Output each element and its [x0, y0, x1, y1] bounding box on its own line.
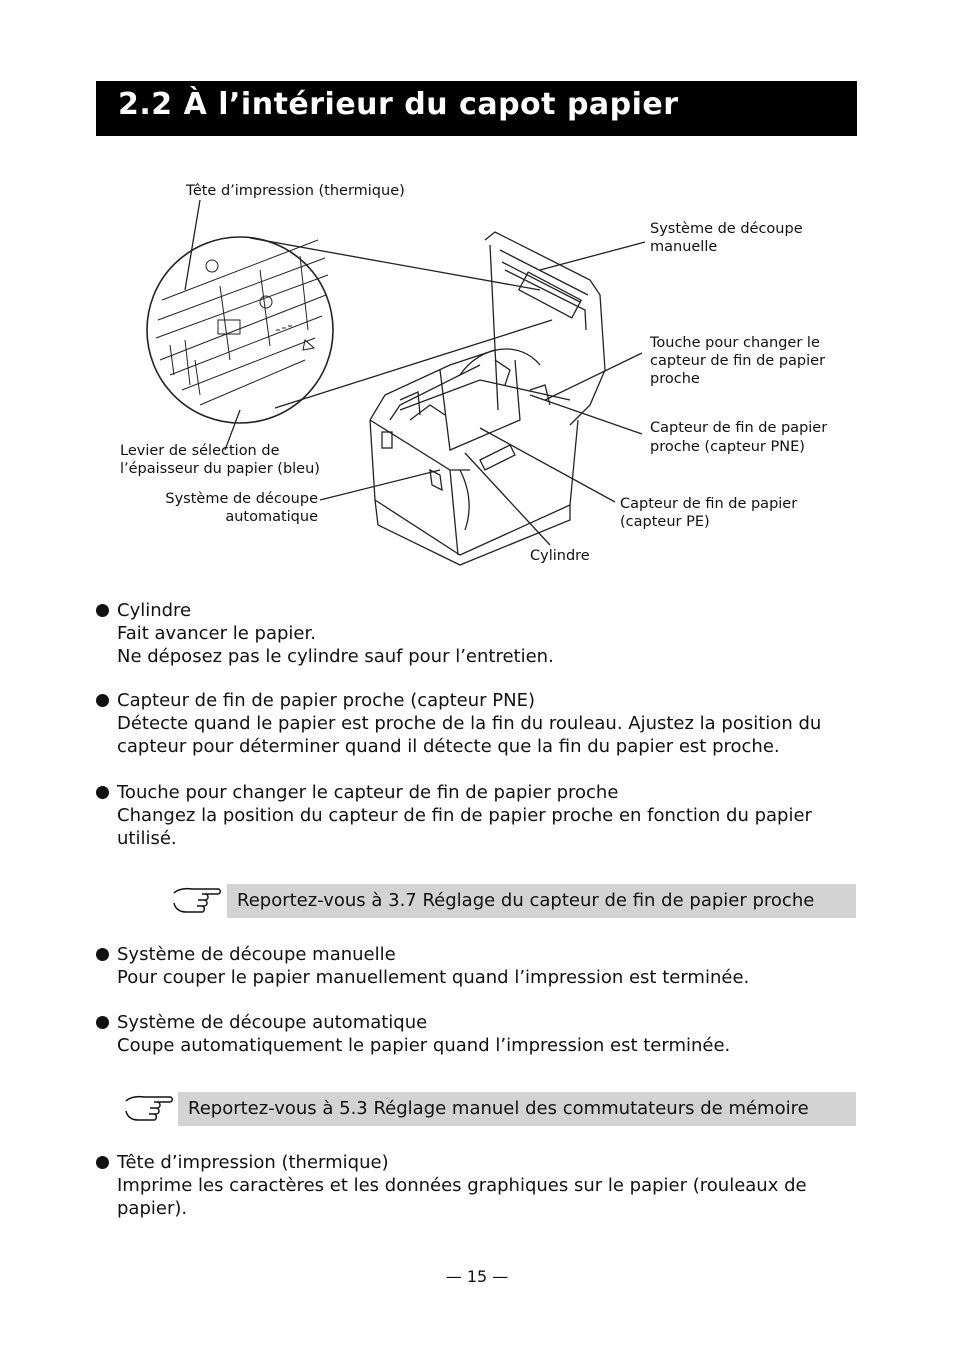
item-line: Ne déposez pas le cylindre sauf pour l’entretien.	[117, 646, 554, 667]
label-pne-switch-1: Touche pour changer le	[650, 335, 820, 351]
label-manual-cutter-2: manuelle	[650, 239, 718, 255]
label-pe-sensor-1: Capteur de fin de papier	[620, 496, 798, 512]
item-line: papier).	[117, 1198, 188, 1219]
item-title: Cylindre	[117, 600, 192, 621]
item-line: Pour couper le papier manuellement quand l’impression est terminée.	[117, 967, 750, 988]
bullet-icon	[96, 786, 109, 799]
item-title: Système de découpe automatique	[117, 1012, 428, 1033]
label-lever-2: l’épaisseur du papier (bleu)	[120, 461, 320, 477]
printer-figure	[100, 170, 860, 580]
item-title: Touche pour changer le capteur de fin de papier proche	[117, 782, 619, 803]
label-lever-1: Levier de sélection de	[120, 443, 280, 459]
item-platen	[96, 599, 866, 668]
pointing-hand-icon	[124, 1093, 176, 1127]
label-pne-sensor-2: proche (capteur PNE)	[650, 439, 805, 455]
bullet-icon	[96, 948, 109, 961]
section-title: 2.2 À l’intérieur du capot papier	[118, 87, 679, 122]
item-line: Détecte quand le papier est proche de la fin du rouleau. Ajustez la position du	[117, 713, 822, 734]
label-auto-cutter-2: automatique	[225, 509, 318, 525]
item-line: capteur pour déterminer quand il détecte que la fin du papier est proche.	[117, 736, 780, 757]
label-pe-sensor-2: (capteur PE)	[620, 514, 710, 530]
item-pne-switch	[96, 781, 866, 850]
label-pne-sensor-1: Capteur de fin de papier	[650, 420, 828, 436]
bullet-icon	[96, 1156, 109, 1169]
section-title-bar	[96, 81, 857, 136]
item-pne-sensor	[96, 689, 866, 758]
label-manual-cutter-1: Système de découpe	[650, 221, 803, 237]
bullet-icon	[96, 694, 109, 707]
item-print-head	[96, 1151, 866, 1220]
reference-note-sensor	[227, 884, 856, 918]
label-print-head: Tête d’impression (thermique)	[186, 183, 405, 199]
item-line: Coupe automatiquement le papier quand l’impression est terminée.	[117, 1035, 731, 1056]
label-auto-cutter-1: Système de découpe	[165, 491, 318, 507]
item-line: Imprime les caractères et les données graphiques sur le papier (rouleaux de	[117, 1175, 807, 1196]
reference-text: Reportez-vous à 5.3 Réglage manuel des commutateurs de mémoire	[188, 1098, 809, 1119]
item-line: Fait avancer le papier.	[117, 623, 316, 644]
label-pne-switch-2: capteur de fin de papier	[650, 353, 826, 369]
bullet-icon	[96, 604, 109, 617]
reference-note-memory-switch	[178, 1092, 856, 1126]
item-line: Changez la position du capteur de fin de papier proche en fonction du papier	[117, 805, 812, 826]
reference-text: Reportez-vous à 3.7 Réglage du capteur de fin de papier proche	[237, 890, 815, 911]
item-line: utilisé.	[117, 828, 177, 849]
page-number: — 15 —	[445, 1267, 509, 1286]
item-title: Capteur de fin de papier proche (capteur PNE)	[117, 690, 535, 711]
pointing-hand-icon	[172, 885, 224, 919]
item-manual-cutter	[96, 943, 866, 989]
item-auto-cutter	[96, 1011, 866, 1057]
label-pne-switch-3: proche	[650, 371, 700, 387]
item-title: Tête d’impression (thermique)	[117, 1152, 389, 1173]
label-platen: Cylindre	[530, 548, 590, 564]
item-title: Système de découpe manuelle	[117, 944, 396, 965]
bullet-icon	[96, 1016, 109, 1029]
